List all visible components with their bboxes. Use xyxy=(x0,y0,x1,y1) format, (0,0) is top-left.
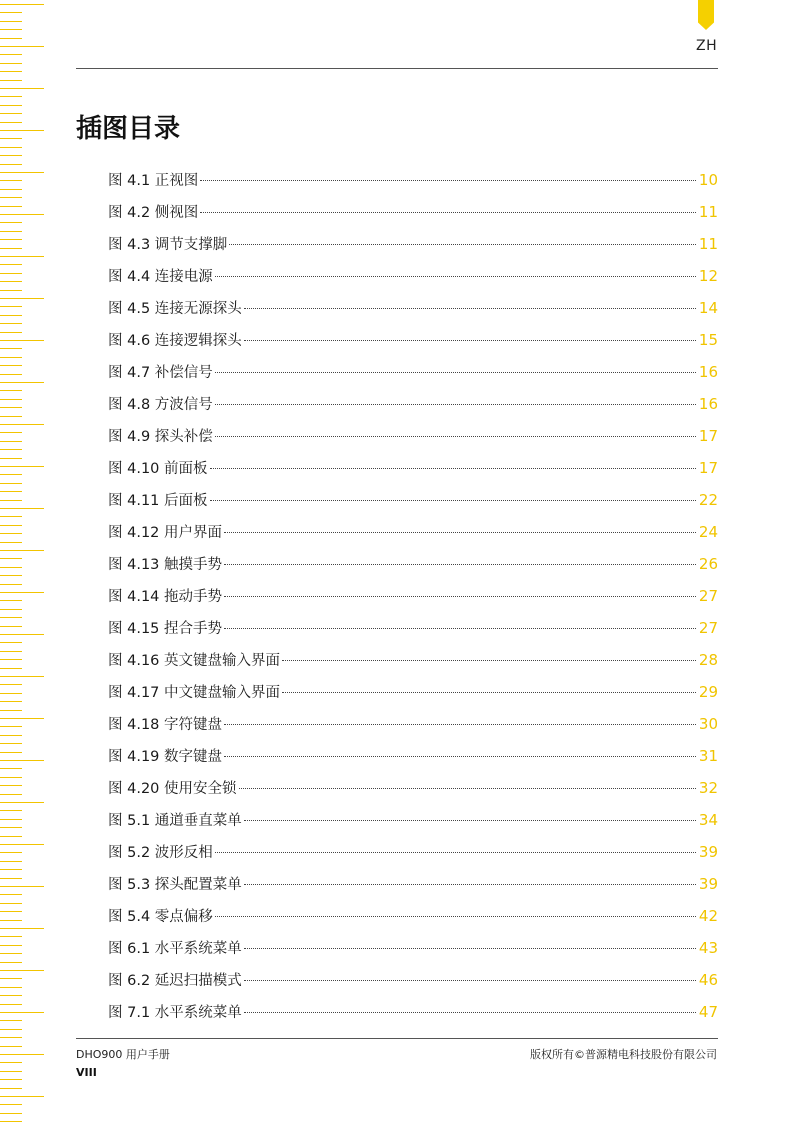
toc-entry-page[interactable]: 28 xyxy=(698,651,718,669)
toc-entry-label: 图 5.1 通道垂直菜单 xyxy=(108,813,242,829)
footer-copyright: 版权所有©普源精电科技股份有限公司 xyxy=(530,1048,717,1061)
ruler-tick xyxy=(0,978,22,979)
toc-leader-dots xyxy=(215,404,696,405)
toc-leader-dots xyxy=(244,884,696,885)
toc-entry-page[interactable]: 42 xyxy=(698,907,718,925)
ruler-tick xyxy=(0,197,22,198)
toc-entry[interactable] xyxy=(108,616,718,648)
ruler-tick xyxy=(0,878,22,879)
ruler-tick xyxy=(0,46,44,47)
toc-entry[interactable] xyxy=(108,200,718,232)
toc-leader-dots xyxy=(229,244,696,245)
toc-entry-page[interactable]: 43 xyxy=(698,939,718,957)
ruler-tick xyxy=(0,508,44,509)
toc-entry[interactable] xyxy=(108,264,718,296)
ruler-tick xyxy=(0,869,22,870)
ruler-tick xyxy=(0,794,22,795)
ruler-tick xyxy=(0,483,22,484)
toc-entry-label: 图 4.3 调节支撑脚 xyxy=(108,237,228,253)
toc-entry-label: 图 4.1 正视图 xyxy=(108,173,199,189)
toc-entry-page[interactable]: 39 xyxy=(698,843,718,861)
ruler-tick xyxy=(0,1062,22,1063)
ruler-tick xyxy=(0,584,22,585)
bookmark-tab xyxy=(698,0,714,30)
ruler-tick xyxy=(0,155,22,156)
toc-entry-page[interactable]: 22 xyxy=(698,491,718,509)
ruler-tick xyxy=(0,306,22,307)
toc-entry[interactable] xyxy=(108,552,718,584)
ruler-tick xyxy=(0,122,22,123)
ruler-tick xyxy=(0,491,22,492)
ruler-tick xyxy=(0,1037,22,1038)
ruler-tick xyxy=(0,701,22,702)
toc-leader-dots xyxy=(215,436,696,437)
ruler-tick xyxy=(0,382,44,383)
toc-leader-dots xyxy=(215,852,696,853)
toc-leader-dots xyxy=(244,820,696,821)
ruler-tick xyxy=(0,743,22,744)
ruler-tick xyxy=(0,953,22,954)
ruler-tick xyxy=(0,777,22,778)
ruler-tick xyxy=(0,138,22,139)
page-title: 插图目录 xyxy=(76,114,181,144)
footer-divider xyxy=(76,1038,718,1039)
ruler-tick xyxy=(0,550,44,551)
ruler-tick xyxy=(0,987,22,988)
ruler-tick xyxy=(0,592,44,593)
toc-entry-page[interactable]: 10 xyxy=(698,171,718,189)
toc-leader-dots xyxy=(215,276,696,277)
toc-entry-page[interactable]: 24 xyxy=(698,523,718,541)
ruler-tick xyxy=(0,911,22,912)
toc-entry-page[interactable]: 17 xyxy=(698,459,718,477)
toc-leader-dots xyxy=(224,564,696,565)
toc-entry-label: 图 4.2 侧视图 xyxy=(108,205,199,221)
ruler-tick xyxy=(0,1004,22,1005)
toc-entry-label: 图 6.2 延迟扫描模式 xyxy=(108,973,242,989)
toc-entry-page[interactable]: 14 xyxy=(698,299,718,317)
toc-entry-page[interactable]: 12 xyxy=(698,267,718,285)
ruler-tick xyxy=(0,710,22,711)
ruler-tick xyxy=(0,348,22,349)
ruler-tick xyxy=(0,63,22,64)
ruler-tick xyxy=(0,29,22,30)
toc-leader-dots xyxy=(224,756,696,757)
toc-entry-page[interactable]: 39 xyxy=(698,875,718,893)
ruler-tick xyxy=(0,290,22,291)
ruler-tick xyxy=(0,567,22,568)
ruler-tick xyxy=(0,651,22,652)
ruler-tick xyxy=(0,1088,22,1089)
ruler-tick xyxy=(0,96,22,97)
toc-leader-dots xyxy=(224,628,696,629)
ruler-tick xyxy=(0,920,22,921)
toc-entry-page[interactable]: 31 xyxy=(698,747,718,765)
figure-list xyxy=(108,168,718,1032)
ruler-tick xyxy=(0,180,22,181)
toc-entry-page[interactable]: 46 xyxy=(698,971,718,989)
ruler-tick xyxy=(0,785,22,786)
footer-manual-name: DHO900 用户手册 xyxy=(76,1048,170,1061)
toc-entry[interactable] xyxy=(108,1000,718,1032)
ruler-tick xyxy=(0,432,22,433)
toc-entry[interactable] xyxy=(108,840,718,872)
ruler-tick xyxy=(0,298,44,299)
ruler-tick xyxy=(0,164,22,165)
toc-entry[interactable] xyxy=(108,680,718,712)
ruler-tick xyxy=(0,105,22,106)
ruler-tick xyxy=(0,810,22,811)
ruler-tick xyxy=(0,861,22,862)
toc-entry-label: 图 4.15 捏合手势 xyxy=(108,621,223,637)
toc-entry-label: 图 5.4 零点偏移 xyxy=(108,909,213,925)
ruler-tick xyxy=(0,1104,22,1105)
toc-entry[interactable] xyxy=(108,456,718,488)
ruler-tick xyxy=(0,844,44,845)
ruler-tick xyxy=(0,1071,22,1072)
ruler-tick xyxy=(0,449,22,450)
toc-entry-page[interactable]: 16 xyxy=(698,363,718,381)
toc-entry[interactable] xyxy=(108,776,718,808)
toc-entry-label: 图 5.3 探头配置菜单 xyxy=(108,877,242,893)
ruler-tick xyxy=(0,399,22,400)
ruler-tick xyxy=(0,1046,22,1047)
toc-leader-dots xyxy=(224,532,696,533)
toc-leader-dots xyxy=(244,1012,696,1013)
toc-leader-dots xyxy=(244,340,696,341)
ruler-tick xyxy=(0,407,22,408)
toc-entry-page[interactable]: 16 xyxy=(698,395,718,413)
ruler-tick xyxy=(0,752,22,753)
toc-entry-page[interactable]: 15 xyxy=(698,331,718,349)
toc-entry-label: 图 4.6 连接逻辑探头 xyxy=(108,333,242,349)
ruler-tick xyxy=(0,827,22,828)
ruler-tick xyxy=(0,575,22,576)
ruler-tick xyxy=(0,21,22,22)
ruler-tick xyxy=(0,970,44,971)
toc-entry[interactable] xyxy=(108,168,718,200)
ruler-tick xyxy=(0,668,22,669)
ruler-tick xyxy=(0,735,22,736)
toc-entry-label: 图 4.8 方波信号 xyxy=(108,397,213,413)
toc-leader-dots xyxy=(210,500,696,501)
toc-entry-label: 图 4.20 使用安全锁 xyxy=(108,781,237,797)
ruler-tick xyxy=(0,1079,22,1080)
toc-entry[interactable] xyxy=(108,584,718,616)
ruler-tick xyxy=(0,928,44,929)
toc-entry-label: 图 4.17 中文键盘输入界面 xyxy=(108,685,281,701)
ruler-tick xyxy=(0,113,22,114)
ruler-tick xyxy=(0,726,22,727)
ruler-tick xyxy=(0,172,44,173)
toc-entry[interactable] xyxy=(108,488,718,520)
ruler-tick xyxy=(0,802,44,803)
ruler-tick xyxy=(0,189,22,190)
toc-entry[interactable] xyxy=(108,936,718,968)
ruler-tick xyxy=(0,332,22,333)
ruler-tick xyxy=(0,264,22,265)
toc-entry[interactable] xyxy=(108,904,718,936)
toc-entry-page[interactable]: 34 xyxy=(698,811,718,829)
toc-entry-label: 图 4.18 字符键盘 xyxy=(108,717,223,733)
ruler-tick xyxy=(0,600,22,601)
toc-entry-page[interactable]: 26 xyxy=(698,555,718,573)
toc-entry-label: 图 4.7 补偿信号 xyxy=(108,365,213,381)
ruler-tick xyxy=(0,416,22,417)
toc-entry-page[interactable]: 17 xyxy=(698,427,718,445)
ruler-tick xyxy=(0,4,44,5)
ruler-tick xyxy=(0,206,22,207)
toc-leader-dots xyxy=(282,692,696,693)
ruler-tick xyxy=(0,995,22,996)
header-divider xyxy=(76,68,718,69)
toc-leader-dots xyxy=(215,916,696,917)
ruler-tick xyxy=(0,760,44,761)
ruler-tick xyxy=(0,474,22,475)
ruler-tick xyxy=(0,374,22,375)
toc-entry[interactable] xyxy=(108,392,718,424)
ruler-tick xyxy=(0,424,44,425)
ruler-tick xyxy=(0,323,22,324)
ruler-tick xyxy=(0,441,22,442)
toc-entry[interactable] xyxy=(108,232,718,264)
ruler-tick xyxy=(0,684,22,685)
ruler-tick xyxy=(0,558,22,559)
toc-entry-page[interactable]: 11 xyxy=(698,203,718,221)
ruler-tick xyxy=(0,1020,22,1021)
ruler-tick xyxy=(0,617,22,618)
toc-leader-dots xyxy=(200,180,696,181)
toc-entry-page[interactable]: 27 xyxy=(698,587,718,605)
ruler-tick xyxy=(0,1029,22,1030)
ruler-tick xyxy=(0,390,22,391)
ruler-tick xyxy=(0,1054,44,1055)
ruler-tick xyxy=(0,626,22,627)
toc-entry-label: 图 4.11 后面板 xyxy=(108,493,208,509)
toc-entry-label: 图 4.19 数字键盘 xyxy=(108,749,223,765)
toc-entry-label: 图 6.1 水平系统菜单 xyxy=(108,941,242,957)
ruler-tick xyxy=(0,836,22,837)
ruler-tick xyxy=(0,80,22,81)
language-label: ZH xyxy=(696,38,718,54)
toc-leader-dots xyxy=(224,596,696,597)
toc-leader-dots xyxy=(244,948,696,949)
toc-entry-label: 图 4.13 触摸手势 xyxy=(108,557,223,573)
toc-entry[interactable] xyxy=(108,712,718,744)
ruler-tick xyxy=(0,718,44,719)
ruler-tick xyxy=(0,676,44,677)
toc-leader-dots xyxy=(200,212,696,213)
toc-leader-dots xyxy=(215,372,696,373)
ruler-tick xyxy=(0,894,22,895)
toc-entry[interactable] xyxy=(108,808,718,840)
ruler-tick xyxy=(0,256,44,257)
toc-entry[interactable] xyxy=(108,520,718,552)
ruler-tick xyxy=(0,945,22,946)
ruler-tick xyxy=(0,1096,44,1097)
toc-entry[interactable] xyxy=(108,360,718,392)
ruler-tick xyxy=(0,659,22,660)
toc-entry-page[interactable]: 32 xyxy=(698,779,718,797)
toc-entry-page[interactable]: 11 xyxy=(698,235,718,253)
ruler-tick xyxy=(0,130,44,131)
ruler-tick xyxy=(0,147,22,148)
ruler-tick xyxy=(0,281,22,282)
toc-entry[interactable] xyxy=(108,424,718,456)
ruler-tick xyxy=(0,71,22,72)
toc-entry-page[interactable]: 27 xyxy=(698,619,718,637)
page-number: VIII xyxy=(76,1066,97,1079)
toc-entry[interactable] xyxy=(108,648,718,680)
ruler-tick xyxy=(0,609,22,610)
ruler-tick xyxy=(0,54,22,55)
ruler-tick xyxy=(0,962,22,963)
ruler-tick xyxy=(0,768,22,769)
toc-leader-dots xyxy=(224,724,696,725)
toc-entry-label: 图 4.9 探头补偿 xyxy=(108,429,213,445)
toc-entry-page[interactable]: 29 xyxy=(698,683,718,701)
ruler-tick xyxy=(0,936,22,937)
ruler-tick xyxy=(0,231,22,232)
ruler-tick xyxy=(0,315,22,316)
ruler-tick xyxy=(0,886,44,887)
toc-leader-dots xyxy=(244,980,696,981)
ruler-tick xyxy=(0,1012,44,1013)
ruler-tick xyxy=(0,214,44,215)
ruler-tick xyxy=(0,693,22,694)
toc-entry-label: 图 4.14 拖动手势 xyxy=(108,589,223,605)
ruler-tick xyxy=(0,903,22,904)
ruler-tick xyxy=(0,340,44,341)
ruler-tick xyxy=(0,273,22,274)
ruler-tick xyxy=(0,357,22,358)
ruler-tick xyxy=(0,365,22,366)
ruler-tick xyxy=(0,525,22,526)
ruler-tick xyxy=(0,642,22,643)
toc-entry[interactable] xyxy=(108,328,718,360)
toc-entry[interactable] xyxy=(108,968,718,1000)
toc-leader-dots xyxy=(239,788,696,789)
toc-leader-dots xyxy=(210,468,696,469)
toc-entry-label: 图 4.12 用户界面 xyxy=(108,525,223,541)
ruler-tick xyxy=(0,533,22,534)
toc-entry-page[interactable]: 30 xyxy=(698,715,718,733)
ruler-tick xyxy=(0,819,22,820)
ruler-tick xyxy=(0,222,22,223)
ruler-tick xyxy=(0,634,44,635)
toc-entry-label: 图 7.1 水平系统菜单 xyxy=(108,1005,242,1021)
margin-ruler xyxy=(0,0,48,1122)
ruler-tick xyxy=(0,239,22,240)
ruler-tick xyxy=(0,248,22,249)
toc-entry-label: 图 5.2 波形反相 xyxy=(108,845,213,861)
ruler-tick xyxy=(0,466,44,467)
toc-entry-label: 图 4.4 连接电源 xyxy=(108,269,213,285)
ruler-tick xyxy=(0,12,22,13)
toc-entry-label: 图 4.10 前面板 xyxy=(108,461,208,477)
toc-entry[interactable] xyxy=(108,744,718,776)
toc-leader-dots xyxy=(282,660,696,661)
toc-entry-page[interactable]: 47 xyxy=(698,1003,718,1021)
toc-entry[interactable] xyxy=(108,872,718,904)
toc-entry[interactable] xyxy=(108,296,718,328)
ruler-tick xyxy=(0,38,22,39)
ruler-tick xyxy=(0,500,22,501)
ruler-tick xyxy=(0,542,22,543)
ruler-tick xyxy=(0,458,22,459)
ruler-tick xyxy=(0,852,22,853)
toc-leader-dots xyxy=(244,308,696,309)
ruler-tick xyxy=(0,88,44,89)
toc-entry-label: 图 4.16 英文键盘输入界面 xyxy=(108,653,281,669)
ruler-tick xyxy=(0,516,22,517)
ruler-tick xyxy=(0,1113,22,1114)
toc-entry-label: 图 4.5 连接无源探头 xyxy=(108,301,242,317)
